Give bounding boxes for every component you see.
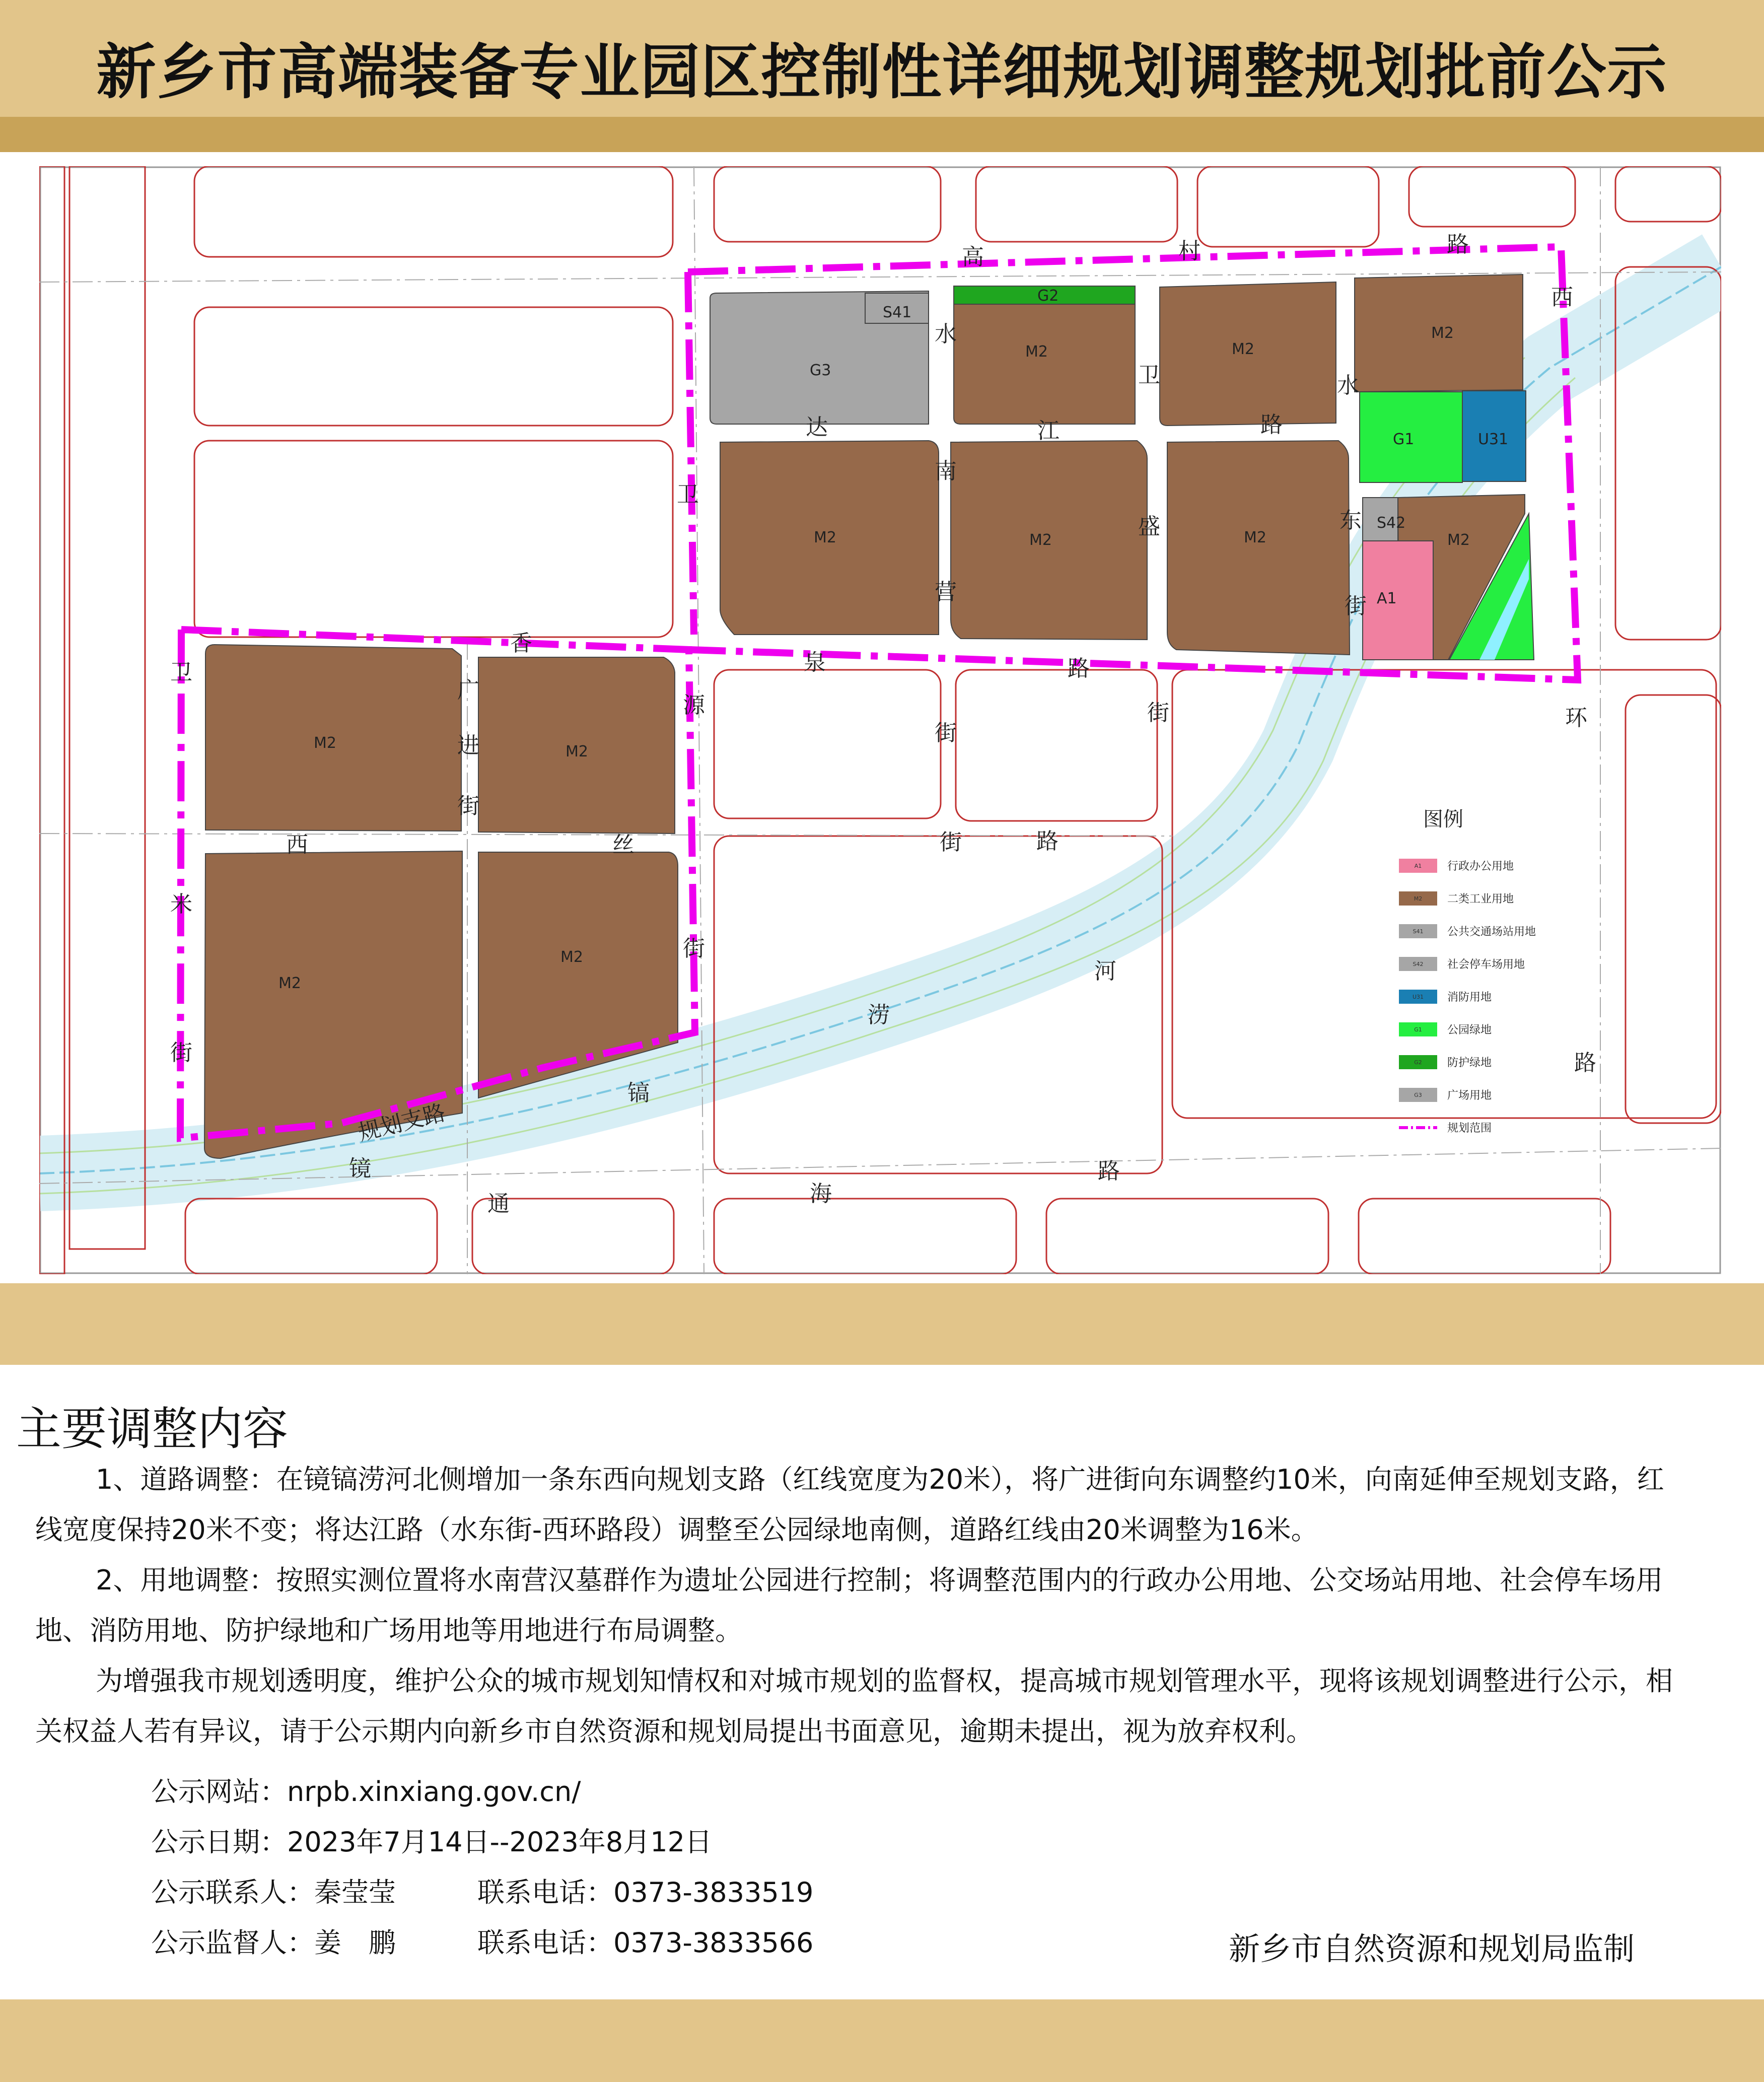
legend-code: M2 <box>1414 895 1423 902</box>
road-label: 达 <box>806 414 828 440</box>
road-label: 东 <box>1339 508 1362 533</box>
legend-label: 消防用地 <box>1447 991 1492 1004</box>
road-label: 镐 <box>627 1080 650 1106</box>
title-band <box>0 0 1764 117</box>
road-label: 营 <box>935 579 957 605</box>
road-label: 水 <box>1337 373 1359 398</box>
road-label: 源 <box>683 692 705 718</box>
legend-code: S42 <box>1413 961 1424 967</box>
parcel-label-m2-a: M2 <box>1025 343 1048 361</box>
legend-code: G2 <box>1414 1059 1422 1066</box>
legend-label: 二类工业用地 <box>1447 893 1514 906</box>
road-label: 街 <box>935 720 957 746</box>
legend-items <box>1399 859 1536 1135</box>
road-label: 街 <box>170 1040 192 1066</box>
road-label: 泉 <box>804 650 826 675</box>
road-label: 路 <box>1447 232 1469 257</box>
content-section <box>0 1365 1764 1999</box>
parcel-label-m2-b: M2 <box>1232 340 1254 358</box>
road-label: 街 <box>457 793 479 819</box>
parcel-label-s41: S41 <box>883 304 912 321</box>
road-label: 环 <box>1565 705 1587 731</box>
planning-map-svg <box>39 166 1721 1274</box>
road-label: 路 <box>1068 656 1090 681</box>
legend-label: 社会停车场用地 <box>1447 958 1525 971</box>
road-label: 广 <box>457 677 479 703</box>
legend-label: 公园绿地 <box>1447 1024 1492 1036</box>
paragraph-land-adjustment: 2、用地调整：按照实测位置将水南营汉墓群作为遗址公园进行控制；将调整范围内的行政办公用地、公交场站用地、社会停车场用地、消防用地、防护绿地和广场用地等用地进行布局调整。 <box>35 1564 1663 1646</box>
parcel-label-m2-g: M2 <box>1447 531 1470 549</box>
info-date: 公示日期：2023年7月14日--2023年8月12日 <box>151 1826 712 1858</box>
supervising-org: 新乡市自然资源和规划局监制 <box>1229 1930 1635 1967</box>
road-label: 南 <box>935 458 957 484</box>
legend-item <box>1399 891 1514 906</box>
road-label: 香 <box>510 631 532 656</box>
legend-code: G1 <box>1414 1026 1422 1033</box>
parcel-m2-a <box>954 304 1135 424</box>
parcel-label-a1: A1 <box>1377 590 1397 607</box>
legend-item <box>1399 957 1525 971</box>
legend-code: A1 <box>1414 863 1422 869</box>
contact-phone: 联系电话：0373-3833519 <box>477 1877 814 1908</box>
road-label: 街 <box>1345 593 1367 619</box>
paragraph-road-adjustment: 1、道路调整：在镜镐涝河北侧增加一条东西向规划支路（红线宽度为20米），将广进街向东调整约10米，向南延伸至规划支路，红线宽度保持20米不变；将达江路（水东街-西环路段）调整至公园绿地南侧，道路红线由20米调整为16米。 <box>35 1464 1664 1546</box>
legend-label: 公共交通场站用地 <box>1447 926 1536 938</box>
parcel-label-m2-c: M2 <box>1431 324 1454 342</box>
legend-item <box>1399 1055 1492 1069</box>
legend-title: 图例 <box>1423 808 1463 831</box>
road-label: 丝 <box>612 832 634 858</box>
road-label: 卫 <box>677 482 699 508</box>
road-label: 西 <box>1551 285 1573 310</box>
parcel-label-m2-e: M2 <box>1029 531 1052 549</box>
road-label: 街 <box>1147 700 1169 726</box>
road-label: 西 <box>286 832 308 858</box>
road-label: 米 <box>170 891 192 917</box>
supervisor-phone: 联系电话：0373-3833566 <box>477 1927 814 1959</box>
road-label: 进 <box>457 733 479 758</box>
road-label: 盛 <box>1138 514 1160 539</box>
legend-code: G3 <box>1414 1092 1422 1098</box>
legend-label: 防护绿地 <box>1447 1057 1492 1069</box>
info-contact <box>151 1871 814 1910</box>
road-label: 路 <box>1574 1050 1596 1076</box>
parcel-a1 <box>1363 541 1433 660</box>
road-label: 路 <box>1036 828 1059 854</box>
parcel-label-s42: S42 <box>1377 514 1406 532</box>
parcel-label-g1: G1 <box>1393 431 1415 448</box>
legend-item <box>1399 859 1514 873</box>
road-label: 街 <box>940 829 962 855</box>
parcel-label-u31: U31 <box>1478 431 1509 448</box>
parcel-label-g2: G2 <box>1037 287 1059 305</box>
road-label: 卫 <box>1138 363 1160 388</box>
road-label: 通 <box>487 1191 510 1217</box>
legend-item <box>1399 924 1536 938</box>
road-label: 水 <box>935 321 957 347</box>
legend-item <box>1399 1122 1492 1135</box>
legend-label: 行政办公用地 <box>1447 860 1514 873</box>
contact-person: 公示联系人：秦莹莹 <box>151 1877 396 1908</box>
middle-band <box>0 1283 1764 1365</box>
road-label: 村 <box>1178 238 1201 264</box>
page-title: 新乡市高端装备专业园区控制性详细规划调整规划批前公示 <box>96 37 1668 107</box>
legend-label: 规划范围 <box>1447 1122 1492 1135</box>
road-label: 镜 <box>349 1156 371 1182</box>
road-label: 街 <box>683 936 705 961</box>
road-label: 江 <box>1037 418 1060 444</box>
road-label: 卫 <box>170 660 192 685</box>
legend-code: U31 <box>1412 994 1424 1000</box>
road-label-branch: 规划支路 <box>356 1099 448 1146</box>
road-label: 高 <box>962 244 984 270</box>
road-label: 路 <box>1260 412 1283 438</box>
legend-item <box>1399 1022 1492 1036</box>
title-stripe <box>0 117 1764 152</box>
parcel-label-m2-d: M2 <box>814 529 836 546</box>
parcel-label-m2-k: M2 <box>560 948 583 966</box>
parcel-label-m2-i: M2 <box>566 743 588 760</box>
legend-item <box>1399 990 1492 1004</box>
parcel-label-m2-h: M2 <box>314 734 336 752</box>
legend <box>1399 808 1536 1135</box>
planning-map <box>39 166 1721 1274</box>
road-label: 涝 <box>868 1002 890 1028</box>
road-label: 路 <box>1098 1158 1120 1184</box>
legend-item <box>1399 1088 1492 1102</box>
info-website: 公示网站：nrpb.xinxiang.gov.cn/ <box>151 1776 581 1808</box>
info-supervisor <box>151 1921 814 1960</box>
parcel-label-m2-f: M2 <box>1244 529 1266 546</box>
road-label: 河 <box>1094 958 1116 984</box>
bottom-band <box>0 1999 1764 2082</box>
parcel-label-g3: G3 <box>810 362 831 379</box>
paragraph-public-notice: 为增强我市规划透明度，维护公众的城市规划知情权和对城市规划的监督权，提高城市规划管理水平，现将该规划调整进行公示，相关权益人若有异议，请于公示期内向新乡市自然资源和规划局提出书面意见，逾期未提出，视为放弃权利。 <box>35 1665 1673 1747</box>
parcel-label-m2-j: M2 <box>278 975 301 992</box>
road-label: 海 <box>810 1181 832 1207</box>
parcel-m2-f <box>1167 441 1350 655</box>
legend-label: 广场用地 <box>1447 1089 1492 1102</box>
legend-code: S41 <box>1413 928 1424 935</box>
supervisor-person: 公示监督人：姜 鹏 <box>151 1927 396 1959</box>
section-heading: 主要调整内容 <box>16 1403 288 1455</box>
